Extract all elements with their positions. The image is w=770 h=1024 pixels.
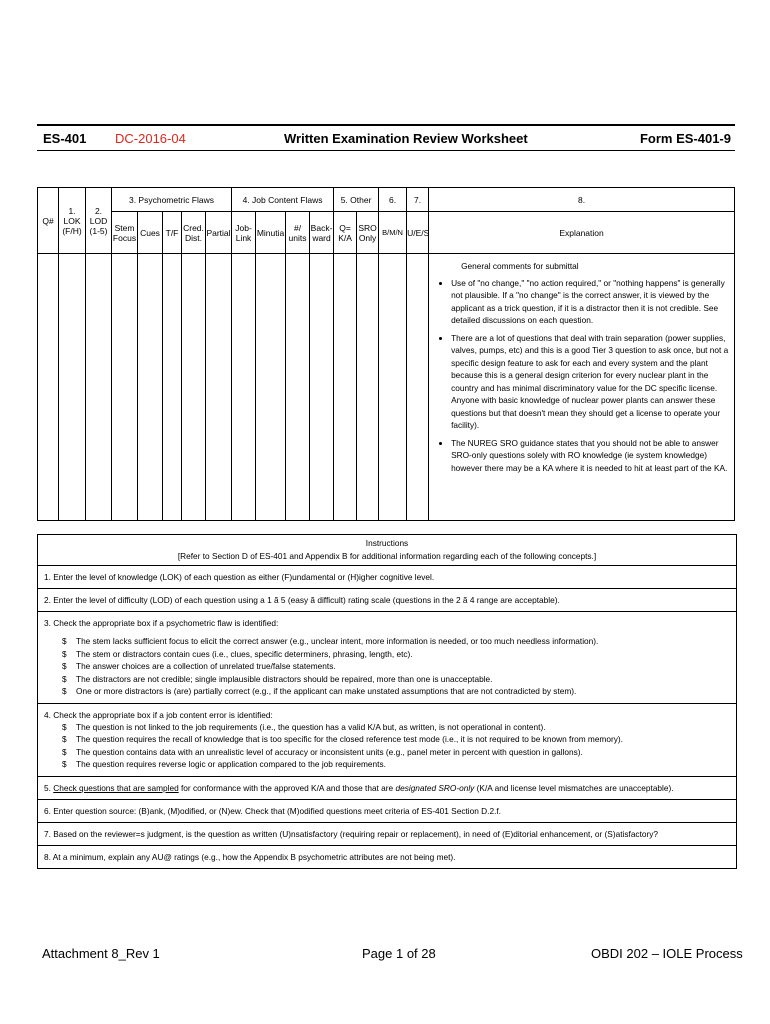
job-link-header: Job- Link — [232, 212, 256, 254]
instruction-7: 7. Based on the reviewer=s judgment, is the question as written (U)nsatisfactory (requiring repair or replacement), in need of (E)ditorial enhancement, or (S)atisfactory? — [38, 823, 736, 846]
tf-cell[interactable] — [163, 254, 182, 521]
instruction-4-text: 4. Check the appropriate box if a job content error is identified: — [44, 709, 273, 720]
cred-dist-cell[interactable] — [182, 254, 206, 521]
instruction-8: 8. At a minimum, explain any AU@ ratings (e.g., how the Appendix B psychometric attributes are not being met). — [44, 851, 456, 862]
document-code: DC-2016-04 — [115, 131, 186, 146]
sro-only-cell[interactable] — [357, 254, 379, 521]
bmn-header: B/M/N — [379, 212, 407, 254]
footer-attachment: Attachment 8_Rev 1 — [42, 946, 160, 961]
sro-only-header: SRO Only — [357, 212, 379, 254]
stem-focus-header: Stem Focus — [112, 212, 138, 254]
psychometric-flaws-header: 3. Psychometric Flaws — [112, 188, 232, 212]
instruction-3 — [38, 612, 736, 704]
backward-cell[interactable] — [310, 254, 334, 521]
other-header: 5. Other — [334, 188, 379, 212]
ues-header: U/E/S — [407, 212, 429, 254]
sub-item: $ The question requires the recall of knowledge that is too specific for the closed reference test mode (i.e., it is not required to be known from memory). — [62, 734, 623, 744]
sub-item: $ The question contains data with an unrealistic level of accuracy or inconsistent units (e.g., panel meter in percent with question in gallons). — [62, 746, 583, 757]
comment-item: • There are a lot of questions that deal with train separation (power supplies, valves, pumps, etc) and this is a good Tier 3 question to ask once, but not a specific design feature to ask for each and every system and the plant because this is a general design criterion for every nuclear plant in the country and has minimal discriminatory value for the DC specific license. Anyone with basic knowledge of nuclear power plants can answer these questions but that doesn't mean they should get a license to operate your facility). — [451, 332, 732, 432]
ues-cell[interactable] — [407, 254, 429, 521]
instruction-6: 6. Enter question source: (B)ank, (M)odified, or (N)ew. Check that (M)odified questions meet criteria of ES-401 Section D.2.f. — [38, 800, 736, 823]
minutia-cell[interactable] — [256, 254, 286, 521]
units-cell[interactable] — [286, 254, 310, 521]
sub-item: $ One or more distractors is (are) partially correct (e.g., if the applicant can make unstated assumptions that are not contradicted by stem). — [62, 686, 577, 696]
bullet-icon: $ — [62, 648, 67, 659]
partial-header: Partial — [206, 212, 232, 254]
bullet-icon: $ — [62, 661, 67, 671]
sub-item: $ The answer choices are a collection of unrelated true/false statements. — [62, 661, 336, 671]
general-comments-label: General comments for submittal — [461, 261, 579, 271]
bullet-icon: $ — [62, 759, 67, 769]
q-number-header: Q# — [38, 188, 59, 254]
instruction-3-text: 3. Check the appropriate box if a psychometric flaw is identified: — [44, 618, 279, 628]
sub-item: $ The stem or distractors contain cues (i.e., clues, specific determiners, phrasing, length, etc). — [62, 648, 413, 659]
instruction-4 — [38, 704, 736, 777]
comments-list — [433, 277, 732, 475]
explanation-cell[interactable] — [429, 254, 735, 521]
psychometric-sub-list — [44, 635, 732, 698]
bmn-cell[interactable] — [379, 254, 407, 521]
form-id: ES-401 — [43, 131, 87, 146]
bullet-icon: $ — [62, 686, 67, 696]
sub-item: $ The question is not linked to the job requirements (i.e., the question has a valid K/A but, as written, is not operational in content). — [62, 721, 546, 732]
footer-process: OBDI 202 – IOLE Process — [591, 946, 743, 961]
minutia-header: Minutia — [256, 212, 286, 254]
explanation-header: Explanation — [429, 212, 735, 254]
footer-page-number: Page 1 of 28 — [362, 946, 436, 961]
cues-header: Cues — [138, 212, 163, 254]
bullet-icon: $ — [62, 721, 67, 732]
bullet-icon: $ — [62, 636, 67, 646]
sub-item: $ The stem lacks sufficient focus to elicit the correct answer (e.g., unclear intent, more information is needed, or too much needless information). — [62, 636, 599, 646]
form-header — [37, 124, 735, 151]
sub-item: $ The distractors are not credible; single implausible distractors should be repaired, more than one is unacceptable. — [62, 673, 493, 684]
cues-cell[interactable] — [138, 254, 163, 521]
tf-header: T/F — [163, 212, 182, 254]
col7-header: 7. — [407, 188, 429, 212]
comment-item: • The NUREG SRO guidance states that you should not be able to answer SRO-only questions solely with RO knowledge (ie system knowledge) however there may be a KA where it is needed to hit at least part of the KA. — [451, 437, 732, 475]
instructions-title: Instructions — [365, 538, 409, 548]
instructions-heading — [38, 535, 736, 566]
lok-cell[interactable] — [59, 254, 86, 521]
lok-header: 1. LOK (F/H) — [59, 188, 86, 254]
review-worksheet-table — [37, 187, 735, 521]
instruction-5: 5. Check questions that are sampled for conformance with the approved K/A and those that are designated SRO-only (K/A and license level mismatches are unacceptable). — [38, 777, 736, 800]
col8-header: 8. — [429, 188, 735, 212]
backward-header: Back- ward — [310, 212, 334, 254]
lod-header: 2. LOD (1-5) — [86, 188, 112, 254]
cred-dist-header: Cred. Dist. — [182, 212, 206, 254]
bullet-icon: $ — [62, 746, 67, 757]
instructions-subtitle: [Refer to Section D of ES-401 and Appendix B for additional information regarding each of the following concepts.] — [177, 551, 597, 561]
sub-item: $ The question requires reverse logic or application compared to the job requirements. — [62, 759, 386, 769]
q-ka-header: Q= K/A — [334, 212, 357, 254]
q-number-cell[interactable] — [38, 254, 59, 521]
q-ka-cell[interactable] — [334, 254, 357, 521]
job-content-flaws-header: 4. Job Content Flaws — [232, 188, 334, 212]
job-content-sub-list — [44, 721, 732, 771]
stem-focus-cell[interactable] — [112, 254, 138, 521]
lod-cell[interactable] — [86, 254, 112, 521]
partial-cell[interactable] — [206, 254, 232, 521]
instruction-2: 2. Enter the level of difficulty (LOD) of each question using a 1 ã 5 (easy ã difficult) rating scale (questions in the 2 ã 4 range are acceptable). — [38, 589, 736, 612]
instructions-box — [37, 534, 737, 869]
bullet-icon: $ — [62, 673, 67, 684]
form-number: Form ES-401-9 — [639, 131, 731, 146]
bullet-icon: $ — [62, 734, 67, 744]
page-title: Written Examination Review Worksheet — [284, 131, 528, 146]
job-link-cell[interactable] — [232, 254, 256, 521]
comment-item: • Use of "no change," "no action required," or "nothing happens" is generally not plausible. If a "no change" is the correct answer, it is viewed by the applicant as a trick question, if it is a distractor then it is not credible. See detailed discussions on each question. — [451, 277, 732, 327]
instruction-1: 1. Enter the level of knowledge (LOK) of each question as either (F)undamental or (H)igher cognitive level. — [38, 566, 736, 589]
units-header: #/ units — [286, 212, 310, 254]
col6-header: 6. — [379, 188, 407, 212]
